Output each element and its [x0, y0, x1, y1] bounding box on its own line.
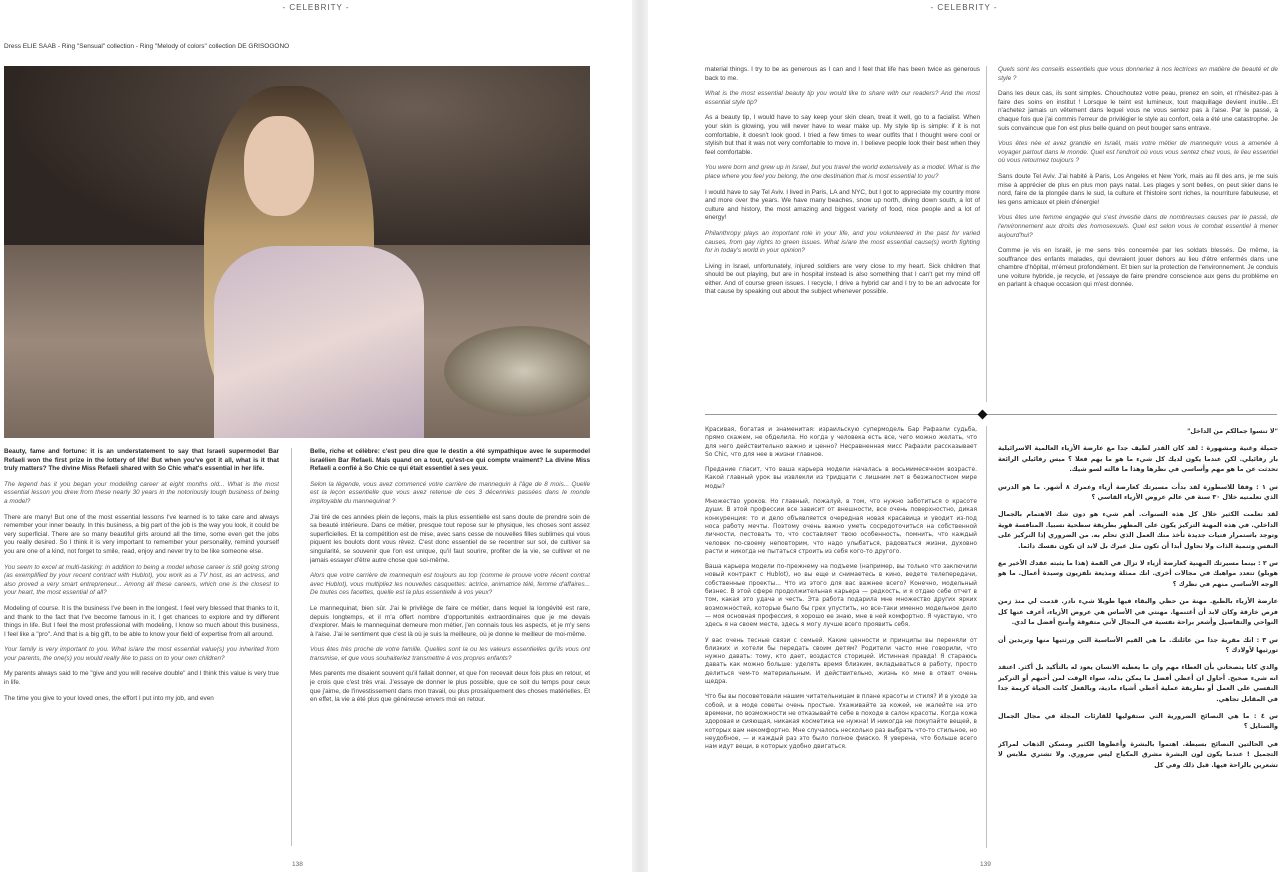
section-header-right: - CELEBRITY -: [930, 3, 998, 12]
article-paragraph: Dans les deux cas, ils sont simples. Chouchoutez votre peau, prenez en soin, et n'hésitez-pas à faire des soins en institut ! Lorsque le teint est lumineux, tout maquillage devient inutile...Et n'achetez jamais un vêtement dans lequel vous ne vous sentez pas à l'aise. Par le passé, à chaque fois que j'ai commis l'erreur de privilégier le style au confort, cela a été une catastrophe. Je suis convaincue que l'on est plus belle quand on peut bouger sans entrave.: [998, 90, 1278, 132]
article-lead: Belle, riche et célèbre: c'est peu dire que le destin a été sympathique avec le supermodel israélien Bar Refaeli. Mais quand on a tout, qu'est-ce qui compte vraiment? La divine Miss Refaeli a confié à So Chic ce qui était essentiel à ses yeux.: [310, 448, 590, 473]
article-paragraph: My parents always said to me "give and you will receive double" and I think this value is very true in life.: [4, 670, 279, 687]
article-paragraph: As a beauty tip, I would have to say keep your skin clean, treat it well, go to a facialist. When your skin is glowing, you will never have to wear make up. My style tip is simple: if it is not comfortable, it doesn't look good. I tried a few times to wear outfits that I thought were cool or stylish but that it was not very comfortable to move in. I believe people look their best when they feel comfortable.: [705, 114, 980, 156]
section-header-left: - CELEBRITY -: [282, 3, 350, 12]
column-divider: [986, 66, 987, 402]
article-paragraph: Living in Israel, unfortunately, injured soldiers are very close to my heart. Sick children that should be out playing, but are in hospital instead is also something that I can't get my mind off either. And of course green issues. I recycle, I drive a hybrid car and I try to be an advocate for that cause by speaking out about the subject whenever possible.: [705, 262, 980, 296]
article-paragraph: I would have to say Tel Aviv. I lived in Paris, LA and NYC, but I got to appreciate my country more and more over the years. We have many beaches, snow up north, diving down south, a lot of culture and history, the most amazing and biggest variety of food, nice people and a lot of energy!: [705, 188, 980, 222]
interview-question: You seem to excel at multi-tasking: in addition to being a model whose career is still going strong (as exemplified by your recent contract with Hublot), you work as a TV host, as an actress, and also proved a very smart entrepreneur... Among all these careers, which one is the closest to your heart, the most essential of all?: [4, 563, 279, 597]
page-number-right: 139: [980, 861, 991, 868]
article-paragraph: Ваша карьера модели по-прежнему на подъеме (например, вы только что заключили новый контракт с Hublot), но вы еще и снимаетесь в кино, ведете телепередачи, собственные проекты... Что из этого для вас важнее всего? Конечно, модельный бизнес. В этой сфере продолжительная карьера — редкость, и я отдаю себе отчет в том, какая это удача и честь. Эта работа подарила мне множество других ярких возможностей, которые было бы грех упустить, но все-таки именно модельное дело — моя основная профессия, я хорошо ее знаю, мне в ней комфортно. Я чувствую, что здесь я на своем месте, здесь я могу лучше всего проявить себя.: [705, 564, 977, 629]
interview-question: Selon la légende, vous avez commencé votre carrière de mannequin à l'âge de 8 mois... Quelle est la leçon essentielle que vous avez retenue de ces 3 décennies passées dans le monde impitoyable du mannequinat ?: [310, 480, 590, 505]
article-paragraph: Что бы вы посоветовали нашим читательницам в плане красоты и стиля? И в уходе за собой, и в моде советы очень простые. Ухаживайте за кожей, не жалейте на это времени, по возможности не отказывайте себе в походе в салон красоты. Когда кожа здоровая и сияющая, никакая косметика не нужна! И никогда не покупайте вещей, в которых вам некомфортно. Мне случалось несколько раз выбрать что-то стильное, но неудобное, — и каждый раз это было полное фиаско. Я уверена, что больше всего нам идут вещи, в которых удобно двигаться.: [705, 694, 977, 751]
article-paragraph: س ١ : وفقا للاسطورة لقد بدأت مسيرتك كعارضة أزياء وعمرك ٨ أشهر. ما هو الدرس الذي تعلمتيه خلال ٣٠ سنة في عالم عروض الأزياء القاسي ؟: [998, 482, 1278, 502]
article-column-russian: [705, 426, 977, 848]
column-divider: [291, 448, 292, 846]
article-paragraph: Множество уроков. Но главный, пожалуй, в том, что нужно заботиться о красоте души. В этой профессии все зависит от внешности, все очень поверхностно, дикая конкуренция: то и дело объявляется очередная новая красавица и уводит из-под носа работу мечты. Поэтому очень важно уметь сосредоточиться на собственной личности, пестовать то, что составляет твою особенность, помнить, что каждый человек по-своему неповторим, что надо улыбаться, радоваться жизни, духовно расти и никогда не пытаться строить из себя кого-то другого.: [705, 499, 977, 555]
interview-question: The legend has it you began your modelling career at eight months old... What is the most essential lesson you drew from these nearly 30 years in the notoriously tough business of being a model?: [4, 480, 279, 505]
cover-photo: [4, 66, 590, 438]
interview-question: Vous êtes née et avez grandie en Israël, mais votre métier de mannequin vous a amenée à voyager partout dans le monde. Quel est l'endroit où vous vous sentez chez vous, le lieu essentiel où vous retournez toujours ?: [998, 140, 1278, 165]
diamond-ornament: [978, 410, 988, 420]
article-paragraph: لقد تعلمت الكثير خلال كل هذه السنوات. أهم شيء هو دون شك الاهتمام بالجمال الداخلي. في هذه المهنة التركيز يكون على المظهر بطريقة سطحية نسبيا. المنافسة قوية وتوجد باستمرار فتيات جديدة تأخذ منك العمل الذي تحلم به. من الضروري إذا التركيز على النفس وتنمية الذات ولا تحاول أبدا أن تكون مثل غيرك بل لابد ان تكون نفسك دائما.: [998, 510, 1278, 550]
interview-question: Vous êtes très proche de votre famille. Quelles sont la ou les valeurs essentielles qu'ils vous ont transmise, et que vous souhaiteriez transmettre à vos propres enfants?: [310, 646, 590, 662]
article-paragraph: عارضة الأزياء بالطبع. مهنة من حظي والبقاء فيها طويلا شيء نادر. قدمت لي منذ زمن فرص خارقة وكان لابد أن أغتنمها. مهنتي في الأساس هي عروض الأزياء، أعرف عنها كل النواحي والتفاصيل وأشعر براحة نفسية في المجال لأني متفوقة وأمنح أفضل ما لدي.: [998, 597, 1278, 627]
photo-model-outfit: [214, 246, 424, 438]
interview-question: Vous êtes une femme engagée qui s'est investie dans de nombreuses causes par le passé, de l'environnement aux droits des homosexuels. Quel est selon vous le combat essentiel à mener aujourd'hui?: [998, 214, 1278, 239]
article-paragraph: "لا تنسوا جمالكم من الداخل": [1187, 427, 1278, 435]
article-paragraph: There are many! But one of the most essential lessons I've learned is to take care and always remember your inner beauty. In this business, a big part of the job is the way you look, it could be very superficial. There are so many beautiful girls around all the time, some even get the jobs you really desired. So I think it is very important to remember your personality, remind yourself you are one of a kind, not forget to smile, read, enjoy and never try to be like someone else.: [4, 513, 279, 555]
article-column-arabic: [998, 426, 1278, 848]
article-paragraph: في الحالتين النصائح بسيطة. اهتموا بالبشرة وأعطوها الكثير ومسكن الذهاب لمراكز التجميل ! عندما يكون لون البشرة مشرق المكياج ليس ضروري. ولا تشتري ملابس لا تشعرين بالراحة فيها. قبل ذلك وفي كل: [998, 739, 1278, 769]
article-column-english: [4, 448, 279, 846]
article-paragraph: Sans doute Tel Aviv. J'ai habité à Paris, Los Angeles et New York, mais au fil des ans, je me suis mise à apprécier de plus en plus mon pays natal. Les plages y sont belles, on peut skier dans le nord, faire de la plongée dans le sud, la culture et l'histoire sont riches, la nourriture fabuleuse, et les gens amicaux et plein d'énergie!: [998, 172, 1278, 206]
article-lead: Beauty, fame and fortune: it is an understatement to say that Israeli supermodel Bar Refaeli won the first prize in the lottery of life! But when you've got it all, what is it that truly matters? The divine Miss Refaeli shared with So Chic what's essential in her life.: [4, 448, 279, 473]
article-paragraph: У вас очень тесные связи с семьей. Какие ценности и принципы вы переняли от близких и хотели бы передать своим детям? Родители часто мне говорили, что нужно давать: тому, кто дает, воздастся сторицей. Истинная правда! Я стараюсь давать как можно больше: уделять время близким, вкладываться в работу, просто делиться чем-то материальным. И действительно, жизнь ко мне в ответ очень щедра.: [705, 637, 977, 686]
section-rule: [705, 414, 1277, 415]
photo-model-face: [244, 116, 314, 216]
article-paragraph: Предание гласит, что ваша карьера модели началась в восьмимесячном возрасте. Какой главный урок вы извлекли из тридцати с лишним лет в безжалостном мире моды?: [705, 467, 977, 490]
article-column-french: [310, 448, 590, 846]
article-paragraph: material things. I try to be as generous as I can and I feel that life has been twice as generous back to me.: [705, 66, 980, 82]
interview-question: Philanthropy plays an important role in your life, and you volunteered in the past for varied causes, from gay rights to green issues. What is/are the most essential cause(s) worth fighting for in today's world in your opinion?: [705, 229, 980, 255]
article-paragraph: س ٤ : ما هي النصائح الضرورية التي ستقوليها للقارئات المجلة في مجال الجمال والستايل ؟: [998, 711, 1278, 731]
article-paragraph: والدي كانا يتصحاني بأن العطاء مهم وان ما يعطيه الانسان يعود له بالتأكيد بل أكثر. اعتقد انه شيء صحيح. أحاول ان أعطي أفضل ما يمكن بذله، سواء الوقت لمن أحبهم أو التركيز النفسي على العمل أو بطريقة عملية أعطي أشياء مادية، وبالفعل كانت الحياة كريمة جدا في المقابل تجاهي.: [998, 663, 1278, 703]
interview-question: Alors que votre carrière de mannequin est toujours au top (comme le prouve votre récent contrat avec Hublot), vous multipliez les nouvelles casquettes: actrice, animatrice télé, femme d'affaires... De toutes ces facettes, quelle est la plus essentielle à vos yeux?: [310, 572, 590, 597]
interview-question: What is the most essential beauty tip you would like to share with our readers? And the most essential style tip?: [705, 90, 980, 106]
page-gutter: [632, 0, 648, 872]
article-paragraph: Le mannequinat, bien sûr. J'ai le privilège de faire ce métier, dans lequel la longévité est rare, depuis longtemps, et il m'a offert nombre d'opportunités extraordinaires que je me devais d'explorer. Mais le mannequinat demeure mon métier, j'en connais tous les aspects, et je m'y sens à l'aise. J'ai le sentiment que c'est là où je suis la meilleure, où je donne le meilleur de moi-même.: [310, 604, 590, 638]
left-page: [0, 0, 632, 872]
article-paragraph: س ٣ : انك مقربة جدا من عائلتك. ما هي القيم الأساسية التي ورثتيها منها وتريدين أن تورثيها لأولادك ؟: [998, 635, 1278, 654]
article-paragraph: J'ai tiré de ces années plein de leçons, mais la plus essentielle est sans doute de prendre soin de sa beauté intérieure. Dans ce métier, presque tout repose sur le physique, les choses sont assez superficielles. Et la compétition est de mise, avec sans cesse de nouvelles filles sublimes qui vous piquent les boulots dont vous rêvez. C'est donc essentiel de se recentrer sur soi, de cultiver sa singularité, se souvenir que l'on est unique, qu'il faut sourire, profiter de la vie, se cultiver et ne jamais essayer d'être autre chose que soi-même.: [310, 513, 590, 564]
article-paragraph: س ٢ : بينما مسيرتك المهنية كعارضة أزياء لا تزال في القمة (هذا ما يثبته عقدك الأخير مع هوبلو) تتعدد مواهبك في مجالات أخرى. انك ممثلة ومذيعة تلفزيون وسيدة أعمال. ما هو الوجه الأساسي منهم في نظرك ؟: [998, 559, 1278, 588]
photo-credit: Dress ELIE SAAB - Ring "Sensual" collection - Ring "Melody of colors" collection DE GRISOGONO: [4, 43, 290, 50]
article-paragraph: Modeling of course. It is the business I've been in the longest. I feel very blessed that thanks to it, and thank to the fact that I've become famous in it, I get chances to explore and try different things in life. But I feel the most professional with modeling, I know so much about this business, I feel like a "pro". And that is a big gift, to be able to know your field of expertise from all around.: [4, 604, 279, 638]
interview-question: You were born and grew up in Israel, but you travel the world extensively as a model. What is the place where you feel you belong, the one destination that is most essential to you?: [705, 164, 980, 180]
interview-question: Your family is very important to you. What is/are the most essential value(s) you inherited from your parents, the one(s) you would really like to pass on to your own children?: [4, 646, 279, 662]
photo-cushion: [444, 326, 590, 416]
interview-question: Quels sont les conseils essentiels que vous donneriez à nos lectrices en matière de beauté et de style ?: [998, 66, 1278, 82]
right-page: [648, 0, 1280, 872]
article-paragraph: Mes parents me disaient souvent qu'il fallait donner, et que l'on recevait deux fois plus en retour, et je crois que c'est très vrai. J'essaye de donner le plus possible, que ce soit du temps pour ceux que j'aime, de l'investissement dans mon travail, ou plus prosaïquement des choses matérielles. Et en effet, la vie a été plus que généreuse envers moi en retour.: [310, 670, 590, 704]
article-paragraph: Красивая, богатая и знаменитая: израильскую супермодель Бар Рафаэли судьба, прямо скажем, не обделила. Но когда у человека есть все, чего можно желать, что для него действительно важно и ценно? Несравненная мисс Рафаэли рассказывает So Chic, что для нее в жизни главное.: [705, 427, 977, 458]
article-column-english-continued: [705, 66, 980, 402]
article-column-french-continued: [998, 66, 1278, 402]
article-paragraph: The time you give to your loved ones, the effort I put into my job, and even: [4, 694, 214, 702]
page-number-left: 138: [292, 861, 303, 868]
article-paragraph: جميلة وغنية ومشهورة : لقد كان القدر لطيف جدا مع عارضة الأزياء العالمية الاسرائيلية بار رفائيلي. لكن عندما يكون لديك كل شيء ما هو ما يهم فعلا ؟ ميس رفائيلي الرائعة تحدثت عن ما هو مهم وأساسي في نظرها وهذا ما قالته لسو شيك.: [998, 444, 1278, 474]
column-divider: [986, 426, 987, 848]
article-paragraph: Comme je vis en Israël, je me sens très concernée par les soldats blessés. De même, la souffrance des enfants malades, qui devraient jouer dehors au lieu d'être enfermés dans une chambre d'hôpital, m'émeut profondément. Et bien sur la protection de l'environnement. Je conduis une voiture hybride, je recycle, et j'essaye de faire prendre conscience aux gens du problème en en parlant à chaque occasion qui m'est donnée.: [998, 247, 1278, 289]
